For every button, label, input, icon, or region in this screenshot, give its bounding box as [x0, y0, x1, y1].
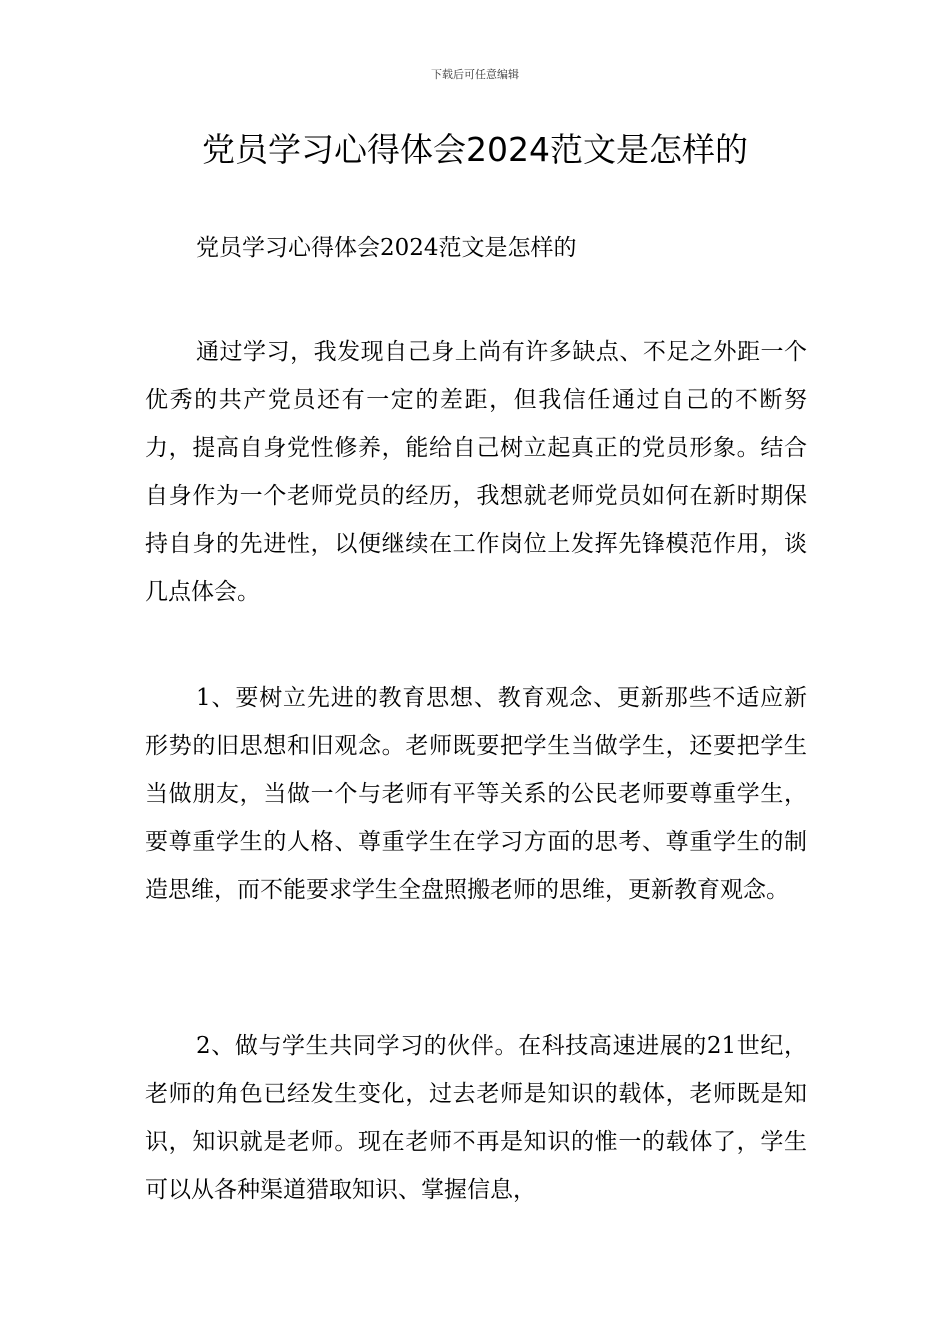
paragraph-point-1: 1、要树立先进的教育思想、教育观念、更新那些不适应新形势的旧思想和旧观念。老师既要把学生当做学生，还要把学生当做朋友，当做一个与老师有平等关系的公民老师要尊重学生，要尊重学生的人格、尊重学生在学习方面的思考、尊重学生的制造思维，而不能要求学生全盘照搬老师的思维，更新教育观念。 [145, 685, 807, 903]
document-subtitle: 党员学习心得体会2024范文是怎样的 [196, 235, 577, 261]
paragraph-point-2: 2、做与学生共同学习的伙伴。在科技高速进展的21世纪，老师的角色已经发生变化，过去老师是知识的载体，老师既是知识，知识就是老师。现在老师不再是知识的惟一的载体了，学生可以从各种渠道猎取知识、掌握信息， [145, 1033, 807, 1203]
document-title: 党员学习心得体会2024范文是怎样的 [202, 130, 748, 169]
paragraph-intro: 通过学习，我发现自己身上尚有许多缺点、不足之外距一个优秀的共产党员还有一定的差距，但我信任通过自己的不断努力，提高自身党性修养，能给自己树立起真正的党员形象。结合自身作为一个老师党员的经历，我想就老师党员如何在新时期保持自身的先进性，以便继续在工作岗位上发挥先锋模范作用，谈几点体会。 [145, 339, 807, 605]
header-note: 下载后可任意编辑 [431, 68, 519, 81]
